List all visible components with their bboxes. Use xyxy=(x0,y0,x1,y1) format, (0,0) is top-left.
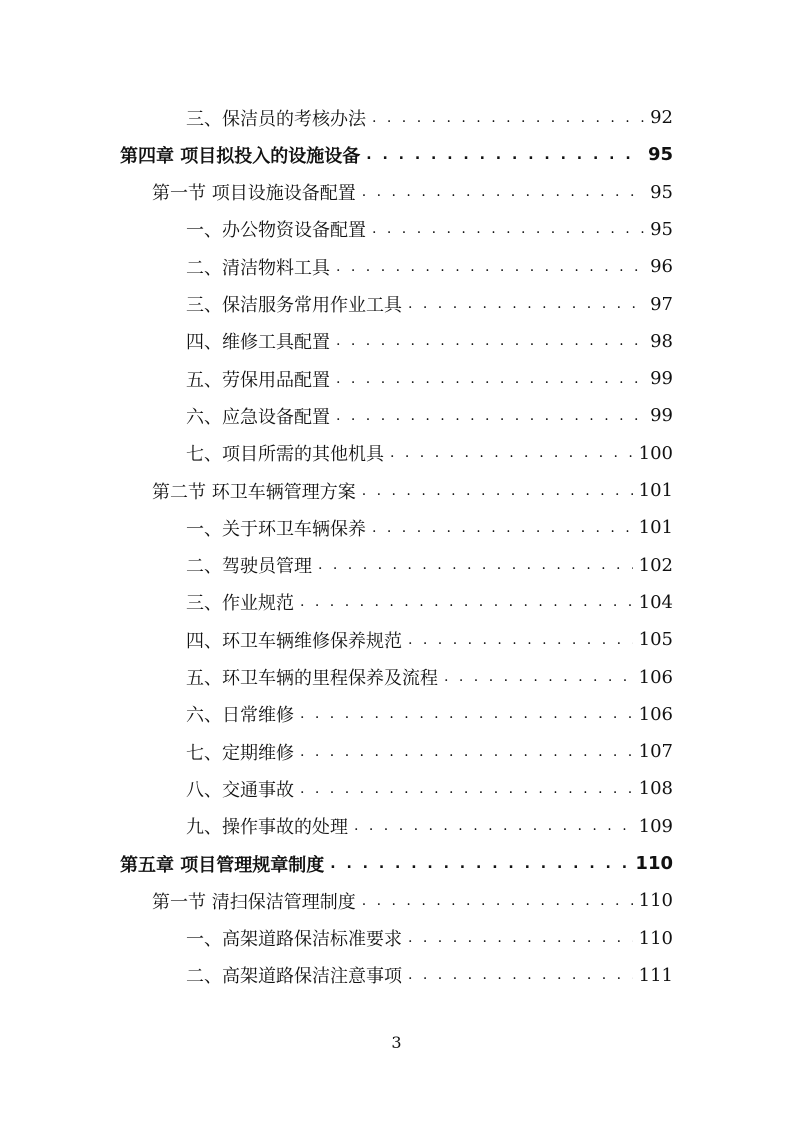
toc-entry-title: 三、作业规范 xyxy=(186,593,294,615)
toc-entry[interactable] xyxy=(186,659,673,696)
toc-leader-dots xyxy=(372,520,633,536)
toc-leader-dots xyxy=(300,706,633,722)
toc-entry[interactable] xyxy=(186,920,673,957)
toc-leader-dots xyxy=(372,110,644,126)
toc-entry-page: 95 xyxy=(647,144,673,166)
page-number: 3 xyxy=(391,1033,402,1052)
toc-entry[interactable] xyxy=(152,882,673,919)
toc-entry-title: 第一节 项目设施设备配置 xyxy=(152,183,356,205)
toc-entry-page: 106 xyxy=(638,666,673,688)
toc-entry-title: 四、环卫车辆维修保养规范 xyxy=(186,630,402,652)
toc-entry[interactable] xyxy=(186,733,673,770)
toc-entry[interactable] xyxy=(186,621,673,658)
toc-leader-dots xyxy=(354,818,633,834)
toc-entry-page: 96 xyxy=(650,256,673,278)
toc-entry-title: 第四章 项目拟投入的设施设备 xyxy=(120,145,361,167)
toc-entry-title: 五、劳保用品配置 xyxy=(186,369,330,391)
toc-leader-dots xyxy=(318,557,633,573)
toc-leader-dots xyxy=(390,445,633,461)
toc-entry-page: 95 xyxy=(650,218,673,240)
toc-leader-dots xyxy=(366,147,642,163)
toc-entry-page: 106 xyxy=(638,703,673,725)
toc-entry-title: 四、维修工具配置 xyxy=(186,332,330,354)
toc-entry-title: 二、高架道路保洁注意事项 xyxy=(186,966,402,988)
toc-leader-dots xyxy=(336,333,644,349)
toc-entry-title: 七、定期维修 xyxy=(186,742,294,764)
toc-leader-dots xyxy=(408,967,633,983)
toc-leader-dots xyxy=(300,744,633,760)
toc-entry[interactable] xyxy=(120,845,673,882)
toc-entry-page: 108 xyxy=(638,778,673,800)
toc-entry-page: 101 xyxy=(638,517,673,539)
toc-entry-title: 九、操作事故的处理 xyxy=(186,817,348,839)
toc-entry-page: 109 xyxy=(638,815,673,837)
toc-entry-title: 三、保洁员的考核办法 xyxy=(186,108,366,130)
toc-entry-page: 107 xyxy=(638,741,673,763)
toc-entry[interactable] xyxy=(120,136,673,173)
toc-entry-title: 二、清洁物料工具 xyxy=(186,257,330,279)
toc-entry-title: 八、交通事故 xyxy=(186,779,294,801)
toc-entry-title: 六、日常维修 xyxy=(186,705,294,727)
toc-entry-title: 五、环卫车辆的里程保养及流程 xyxy=(186,668,438,689)
toc-entry-page: 99 xyxy=(650,405,673,427)
toc-entry-title: 二、驾驶员管理 xyxy=(186,556,312,578)
toc-entry[interactable] xyxy=(186,584,673,621)
toc-leader-dots xyxy=(336,371,644,387)
toc-entry-page: 110 xyxy=(638,890,673,912)
toc-entry-page: 100 xyxy=(638,442,673,464)
toc-entry-title: 第一节 清扫保洁管理制度 xyxy=(152,891,356,913)
toc-entry[interactable] xyxy=(186,248,673,285)
toc-entry-page: 110 xyxy=(635,853,673,874)
toc-leader-dots xyxy=(362,893,633,909)
toc-entry[interactable] xyxy=(186,286,673,323)
toc-entry[interactable] xyxy=(186,397,673,434)
toc-entry[interactable] xyxy=(186,323,673,360)
toc-entry[interactable] xyxy=(186,435,673,472)
toc-leader-dots xyxy=(300,781,633,797)
toc-entry-title: 三、保洁服务常用作业工具 xyxy=(186,295,402,316)
toc-leader-dots xyxy=(300,594,633,610)
toc-entry-title: 一、高架道路保洁标准要求 xyxy=(186,929,402,951)
toc-entry-page: 99 xyxy=(650,368,673,390)
toc-leader-dots xyxy=(336,259,644,275)
toc-entry[interactable] xyxy=(186,957,673,994)
toc-entry-page: 97 xyxy=(650,293,673,315)
toc-leader-dots xyxy=(372,221,644,237)
toc-leader-dots xyxy=(336,408,644,424)
toc-leader-dots xyxy=(408,632,633,648)
toc-entry-page: 101 xyxy=(638,480,673,501)
toc-entry-page: 92 xyxy=(650,107,673,128)
toc-entry-page: 104 xyxy=(638,591,673,613)
toc-leader-dots xyxy=(408,930,633,946)
toc-entry[interactable] xyxy=(186,547,673,584)
toc-entry-title: 一、关于环卫车辆保养 xyxy=(186,518,366,540)
toc-leader-dots xyxy=(362,184,644,200)
toc-entry-title: 第二节 环卫车辆管理方案 xyxy=(152,481,356,503)
toc-entry[interactable] xyxy=(152,174,673,211)
toc-entry[interactable] xyxy=(186,99,673,136)
toc-entry-page: 111 xyxy=(638,964,673,986)
toc-entry[interactable] xyxy=(186,509,673,546)
toc-leader-dots xyxy=(408,296,644,312)
toc-entry[interactable] xyxy=(186,211,673,248)
toc-entry-page: 98 xyxy=(650,330,673,352)
toc-entry-title: 六、应急设备配置 xyxy=(186,406,330,428)
toc-entry-page: 95 xyxy=(650,181,673,203)
toc-entry[interactable] xyxy=(186,770,673,807)
toc-entry-title: 七、项目所需的其他机具 xyxy=(186,444,384,466)
toc-leader-dots xyxy=(444,669,633,685)
toc-entry[interactable] xyxy=(186,360,673,397)
toc-leader-dots xyxy=(362,483,633,499)
toc-entry-page: 105 xyxy=(638,629,673,651)
toc-leader-dots xyxy=(330,856,629,872)
toc-entry-title: 第五章 项目管理规章制度 xyxy=(120,854,325,876)
toc-entry[interactable] xyxy=(186,808,673,845)
toc-entry-page: 110 xyxy=(638,927,673,949)
toc-entry-title: 一、办公物资设备配置 xyxy=(186,220,366,242)
toc-entry[interactable] xyxy=(152,472,673,509)
toc-entry-page: 102 xyxy=(638,554,673,576)
toc-entry[interactable] xyxy=(186,696,673,733)
